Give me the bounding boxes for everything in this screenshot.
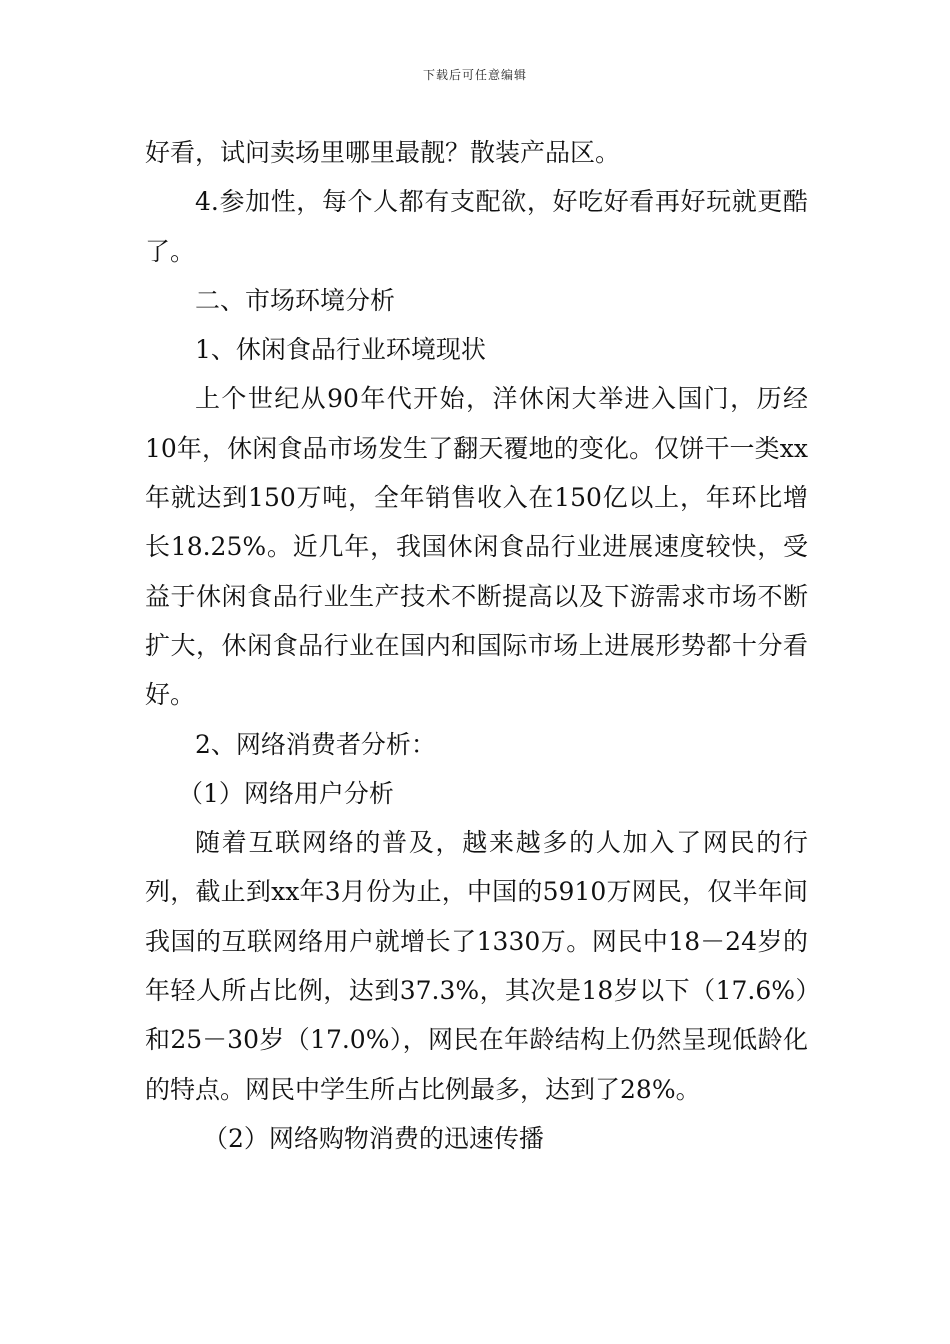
subsection-heading-industry: 1、休闲食品行业环境现状 xyxy=(195,335,486,365)
paragraph-industry-status: 上个世纪从90年代开始，洋休闲大举进入国门，历经10年，休闲食品市场发生了翻天覆地的变化。仅饼干一类xx年就达到150万吨，全年销售收入在150亿以上，年环比增长18.25%。近几年，我国休闲食品行业进展速度较快，受益于休闲食品行业生产技术不断提高以及下游需求市场不断扩大，休闲食品行业在国内和国际市场上进展形势都十分看好。 xyxy=(145,384,808,710)
subsection-heading-online-shopping: （2）网络购物消费的迅速传播 xyxy=(203,1123,544,1153)
document-body xyxy=(145,128,808,1163)
subsection-heading-users: （1）网络用户分析 xyxy=(178,778,394,808)
paragraph-users-analysis: 随着互联网络的普及，越来越多的人加入了网民的行列，截止到xx年3月份为止，中国的5910万网民，仅半年间我国的互联网络用户就增长了1330万。网民中18－24岁的年轻人所占比例，达到37.3%，其次是18岁以下（17.6%）和25－30岁（17.0%），网民在年龄结构上仍然呈现低龄化的特点。网民中学生所占比例最多，达到了28%。 xyxy=(145,828,808,1104)
subsection-heading-consumers: 2、网络消费者分析： xyxy=(195,729,436,759)
paragraph-point-4: 4.参加性，每个人都有支配欲，好吃好看再好玩就更酷了。 xyxy=(145,187,808,266)
page-header-note: 下载后可任意编辑 xyxy=(422,68,527,82)
section-heading-market-environment: 二、市场环境分析 xyxy=(195,285,396,315)
paragraph-continued: 好看，试问卖场里哪里最靓？散装产品区。 xyxy=(145,138,621,167)
